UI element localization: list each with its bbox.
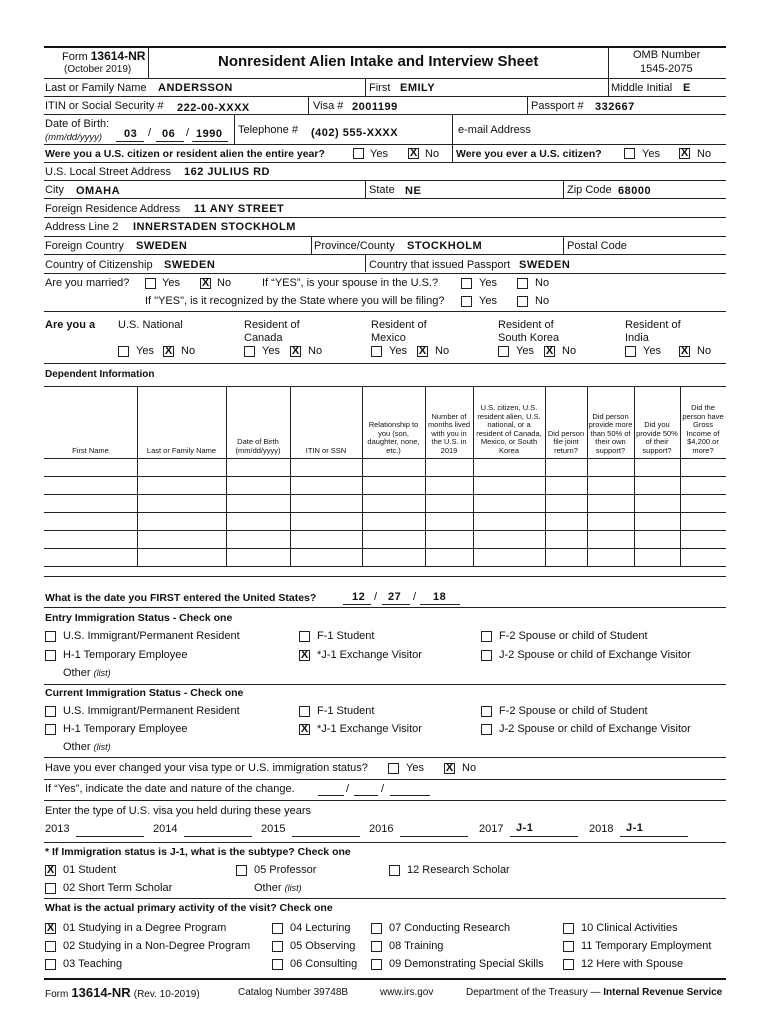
rule	[44, 607, 726, 608]
table-row	[44, 530, 726, 531]
rule	[44, 198, 726, 199]
rule	[44, 898, 726, 899]
rule	[44, 757, 726, 758]
activity-label: 12 Here with Spouse	[581, 958, 684, 970]
married-no-checkbox[interactable]: X	[201, 277, 210, 289]
column-header: Relationship to you (son, daughter, none, etc.)	[367, 420, 420, 455]
no-label: No	[697, 148, 712, 160]
no-label: No	[535, 277, 550, 289]
address-line2-value[interactable]: INNERSTADEN STOCKHOLM	[133, 221, 296, 233]
activity-label: 11 Temporary Employment	[581, 940, 712, 952]
activity-question: What is the actual primary activity of the visit? Check one	[45, 902, 333, 914]
current-h1-label: H-1 Temporary Employee	[63, 723, 188, 735]
j1-short-term-label: 02 Short Term Scholar	[63, 882, 173, 894]
changed-no-checkbox[interactable]: X	[445, 762, 454, 774]
current-j2-label: J-2 Spouse or child of Exchange Visitor	[499, 723, 691, 735]
no-label: No	[535, 295, 550, 307]
province-value[interactable]: STOCKHOLM	[407, 240, 483, 252]
slash: /	[186, 127, 190, 139]
footer-site[interactable]: www.irs.gov	[380, 987, 434, 998]
activity-label: 06 Consulting	[290, 958, 358, 970]
column-header: Number of months lived with you in the U.S. in 2019	[427, 411, 471, 455]
entry-f1-label: F-1 Student	[317, 630, 375, 642]
activity-checkbox[interactable]	[371, 941, 382, 952]
footer-form-id: Form 13614-NR (Rev. 10-2019)	[45, 985, 200, 1000]
visa-years-question: Enter the type of U.S. visa you held during these years	[45, 805, 311, 817]
year-visa-line	[292, 836, 360, 837]
divider	[452, 114, 453, 144]
entry-f2-checkbox[interactable]	[481, 631, 492, 642]
no-label: No	[425, 148, 440, 160]
activity-label: 01 Studying in a Degree Program	[63, 922, 227, 934]
table-row	[44, 548, 726, 549]
citizenship-label: Country of Citizenship	[45, 259, 153, 271]
activity-label: 09 Demonstrating Special Skills	[389, 958, 544, 970]
slash: /	[374, 591, 378, 603]
form-date: (October 2019)	[64, 64, 132, 75]
last-name-label: Last or Family Name	[45, 82, 147, 94]
yes-label: Yes	[642, 148, 660, 160]
divider	[608, 46, 609, 78]
current-j1-label: *J-1 Exchange Visitor	[317, 723, 422, 735]
rule	[44, 842, 726, 843]
entry-f1-checkbox[interactable]	[299, 631, 310, 642]
rule	[44, 386, 726, 387]
table-rule	[44, 458, 726, 459]
current-j1-checkbox[interactable]: X	[300, 723, 309, 735]
activity-checkbox[interactable]	[371, 959, 382, 970]
foreign-address-value[interactable]: 11 ANY STREET	[194, 203, 285, 215]
phone-label: Telephone #	[238, 124, 298, 136]
entry-j2-label: J-2 Spouse or child of Exchange Visitor	[499, 649, 691, 661]
entry-j1-label: *J-1 Exchange Visitor	[317, 649, 422, 661]
table-row	[44, 566, 726, 567]
current-status-title: Current Immigration Status - Check one	[45, 687, 244, 699]
year-visa-line	[400, 836, 468, 837]
passport-country-value[interactable]: SWEDEN	[519, 259, 571, 271]
changed-status-question: Have you ever changed your visa type or U.S. immigration status?	[45, 762, 368, 774]
zip-value[interactable]: 68000	[618, 185, 652, 197]
divider	[563, 236, 564, 254]
dob-label: Date of Birth:	[45, 118, 110, 130]
recognized-yes-checkbox[interactable]	[461, 296, 472, 307]
rule	[44, 779, 726, 780]
underline	[390, 795, 430, 796]
activity-checkbox[interactable]: X	[46, 922, 55, 934]
canada-no-checkbox[interactable]: X	[291, 345, 300, 357]
dob-month[interactable]: 03	[124, 128, 138, 140]
current-h1-checkbox[interactable]	[45, 724, 56, 735]
entry-other-label: Other (list)	[63, 667, 111, 679]
yes-label: Yes	[479, 295, 497, 307]
recognized-question: If "YES", is it recognized by the State where you will be filing?	[145, 295, 445, 307]
table-row	[44, 494, 726, 495]
visa-label: Visa #	[313, 100, 344, 112]
top-rule	[44, 46, 726, 48]
column-header: First Name	[72, 445, 109, 455]
table-row	[44, 476, 726, 477]
citizen-question: Were you a U.S. citizen or resident alien the entire year?	[45, 148, 325, 160]
foreign-country-label: Foreign Country	[45, 240, 124, 252]
rule	[44, 96, 726, 97]
year-visa-value[interactable]: J-1	[626, 822, 644, 834]
current-f1-label: F-1 Student	[317, 705, 375, 717]
are-you-a-label: Are you a	[45, 319, 96, 331]
dob-year[interactable]: 1990	[196, 128, 223, 140]
mexico-no-checkbox[interactable]: X	[418, 345, 427, 357]
year-label: 2018	[589, 823, 614, 835]
mexico-label: Resident of Mexico	[371, 319, 427, 344]
mexico-yes-checkbox[interactable]	[371, 346, 382, 357]
citizen-ever-question: Were you ever a U.S. citizen?	[456, 148, 602, 160]
rule	[44, 800, 726, 801]
activity-checkbox[interactable]	[371, 923, 382, 934]
yes-label: Yes	[406, 762, 424, 774]
rule	[44, 311, 726, 312]
canada-yes-checkbox[interactable]	[244, 346, 255, 357]
rule	[44, 236, 726, 237]
column-header: Date of Birth (mm/dd/yyyy)	[235, 437, 281, 455]
address-line2-label: Address Line 2	[45, 221, 119, 233]
dob-format: (mm/dd/yyyy)	[45, 132, 102, 143]
no-label: No	[217, 277, 232, 289]
omb-number: 1545-2075	[640, 63, 693, 75]
j1-research-label: 12 Research Scholar	[407, 864, 510, 876]
entry-day[interactable]: 27	[388, 591, 402, 603]
column-header: Did person provide more than 50% of their own support?	[588, 411, 633, 455]
yes-label: Yes	[262, 345, 280, 357]
yes-label: Yes	[136, 345, 154, 357]
entry-month[interactable]: 12	[352, 591, 366, 603]
activity-checkbox[interactable]	[563, 923, 574, 934]
married-yes-checkbox[interactable]	[145, 278, 156, 289]
year-label: 2017	[479, 823, 504, 835]
slash: /	[381, 783, 385, 795]
street-value[interactable]: 162 JULIUS RD	[184, 166, 270, 178]
ever-citizen-no-checkbox[interactable]: X	[680, 147, 689, 159]
activity-label: 07 Conducting Research	[389, 922, 511, 934]
divider	[527, 96, 528, 114]
footer-department: Department of the Treasury — Internal Revenue Service	[466, 987, 723, 998]
foreign-address-label: Foreign Residence Address	[45, 203, 181, 215]
no-label: No	[308, 345, 323, 357]
india-label: Resident of India	[625, 319, 681, 344]
state-label: State	[369, 184, 395, 196]
j1-research-checkbox[interactable]	[389, 865, 400, 876]
foreign-country-value[interactable]: SWEDEN	[136, 240, 188, 252]
slash: /	[346, 783, 350, 795]
entry-date-question: What is the date you FIRST entered the United States?	[45, 592, 317, 604]
dob-day[interactable]: 06	[162, 128, 176, 140]
activity-checkbox[interactable]	[272, 923, 283, 934]
ever-citizen-yes-checkbox[interactable]	[624, 148, 635, 159]
street-label: U.S. Local Street Address	[45, 166, 171, 178]
rule	[44, 684, 726, 685]
india-yes-checkbox[interactable]	[625, 346, 636, 357]
rule	[44, 273, 726, 274]
slash: /	[413, 591, 417, 603]
j1-other-label: Other (list)	[254, 882, 302, 894]
current-f2-checkbox[interactable]	[481, 706, 492, 717]
canada-label: Resident of Canada	[244, 319, 300, 344]
entry-j1-checkbox[interactable]: X	[300, 649, 309, 661]
table-rule	[44, 576, 726, 577]
column-header: ITIN or SSN	[305, 445, 347, 455]
underline	[192, 141, 228, 142]
divider	[148, 46, 149, 78]
us-national-no-checkbox[interactable]: X	[164, 345, 173, 357]
year-label: 2014	[153, 823, 178, 835]
divider	[365, 180, 366, 198]
rule	[44, 254, 726, 255]
divider	[311, 236, 312, 254]
first-name-label: First	[369, 82, 391, 94]
j1-professor-label: 05 Professor	[254, 864, 317, 876]
itin-value[interactable]: 222-00-XXXX	[177, 102, 250, 114]
first-name-value[interactable]: EMILY	[400, 82, 436, 94]
recognized-no-checkbox[interactable]	[517, 296, 528, 307]
slash: /	[148, 127, 152, 139]
j1-professor-checkbox[interactable]	[236, 865, 247, 876]
activity-label: 10 Clinical Activities	[581, 922, 678, 934]
visa-value[interactable]: 2001199	[352, 101, 398, 113]
year-visa-line	[76, 836, 144, 837]
divider	[563, 180, 564, 198]
email-label: e-mail Address	[458, 124, 531, 136]
us-national-yes-checkbox[interactable]	[118, 346, 129, 357]
year-visa-line	[620, 836, 688, 837]
year-visa-value[interactable]: J-1	[516, 822, 534, 834]
yes-label: Yes	[516, 345, 534, 357]
column-header: U.S. citizen, U.S. resident alien, U.S. national, or a resident of Canada, Mexico, or South Korea	[476, 403, 542, 455]
activity-label: 08 Training	[389, 940, 444, 952]
current-j2-checkbox[interactable]	[481, 724, 492, 735]
year-label: 2015	[261, 823, 286, 835]
rule	[44, 78, 726, 79]
underline	[420, 604, 460, 605]
current-perm-checkbox[interactable]	[45, 706, 56, 717]
no-label: No	[562, 345, 577, 357]
no-label: No	[181, 345, 196, 357]
spouse-yes-checkbox[interactable]	[461, 278, 472, 289]
change-date-question: If “Yes”, indicate the date and nature of the change.	[45, 783, 295, 795]
divider	[234, 114, 235, 144]
year-label: 2013	[45, 823, 70, 835]
underline	[354, 795, 378, 796]
no-label: No	[435, 345, 450, 357]
year-visa-line	[510, 836, 578, 837]
year-label: 2016	[369, 823, 394, 835]
yes-label: Yes	[643, 345, 661, 357]
entry-status-title: Entry Immigration Status - Check one	[45, 612, 233, 624]
current-f1-checkbox[interactable]	[299, 706, 310, 717]
rule	[44, 363, 726, 364]
yes-label: Yes	[389, 345, 407, 357]
divider	[308, 96, 309, 114]
underline	[343, 604, 371, 605]
rule	[44, 144, 726, 145]
activity-checkbox[interactable]	[45, 941, 56, 952]
column-header: Last or Family Name	[146, 445, 217, 455]
korea-yes-checkbox[interactable]	[498, 346, 509, 357]
phone-value[interactable]: (402) 555-XXXX	[311, 127, 399, 139]
table-row	[44, 512, 726, 513]
state-value[interactable]: NE	[405, 185, 422, 197]
entry-j2-checkbox[interactable]	[481, 650, 492, 661]
postal-label: Postal Code	[567, 240, 627, 252]
yes-label: Yes	[162, 277, 180, 289]
activity-label: 05 Observing	[290, 940, 356, 952]
entry-f2-label: F-2 Spouse or child of Student	[499, 630, 648, 642]
middle-initial-value[interactable]: E	[683, 82, 691, 94]
underline	[382, 604, 410, 605]
bottom-rule	[44, 978, 726, 980]
form-id: Form 13614-NR	[62, 49, 146, 63]
underline	[156, 141, 184, 142]
activity-label: 04 Lecturing	[290, 922, 351, 934]
column-header: Did you provide 50% of their support?	[636, 420, 678, 455]
entry-perm-checkbox[interactable]	[45, 631, 56, 642]
activity-label: 03 Teaching	[63, 958, 123, 970]
yes-label: Yes	[479, 277, 497, 289]
activity-checkbox[interactable]	[563, 959, 574, 970]
rule	[44, 180, 726, 181]
activity-label: 02 Studying in a Non-Degree Program	[63, 940, 251, 952]
j1-student-label: 01 Student	[63, 864, 117, 876]
divider	[608, 78, 609, 96]
passport-value[interactable]: 332667	[595, 101, 635, 113]
passport-country-label: Country that issued Passport	[369, 259, 511, 271]
activity-checkbox[interactable]	[45, 959, 56, 970]
changed-yes-checkbox[interactable]	[388, 763, 399, 774]
entry-h1-checkbox[interactable]	[45, 650, 56, 661]
last-name-value[interactable]: ANDERSSON	[158, 82, 233, 94]
yes-label: Yes	[370, 148, 388, 160]
rule	[44, 162, 726, 163]
spouse-question: If “YES”, is your spouse in the U.S.?	[262, 277, 439, 289]
divider	[365, 78, 366, 96]
column-header: Did person file joint return?	[547, 428, 585, 455]
citizen-no-checkbox[interactable]: X	[409, 147, 418, 159]
divider	[365, 254, 366, 272]
current-other-label: Other (list)	[63, 741, 111, 753]
itin-label: ITIN or Social Security #	[45, 100, 164, 112]
j1-short-term-checkbox[interactable]	[45, 883, 56, 894]
entry-year[interactable]: 18	[433, 591, 447, 603]
divider	[452, 144, 453, 162]
zip-label: Zip Code	[567, 184, 612, 196]
province-label: Province/County	[314, 240, 395, 252]
underline	[116, 141, 144, 142]
footer-catalog: Catalog Number 39748B	[238, 987, 349, 998]
rule	[44, 114, 726, 115]
married-question: Are you married?	[45, 277, 130, 289]
dependent-title: Dependent Information	[45, 369, 155, 380]
column-header: Did the person have Gross Income of $4,200 or more?	[682, 403, 724, 455]
entry-h1-label: H-1 Temporary Employee	[63, 649, 188, 661]
city-value[interactable]: OMAHA	[76, 185, 121, 197]
us-national-label: U.S. National	[118, 319, 183, 331]
no-label: No	[462, 762, 477, 774]
activity-checkbox[interactable]	[272, 959, 283, 970]
activity-checkbox[interactable]	[563, 941, 574, 952]
city-label: City	[45, 184, 64, 196]
passport-label: Passport #	[531, 100, 584, 112]
no-label: No	[697, 345, 712, 357]
current-f2-label: F-2 Spouse or child of Student	[499, 705, 648, 717]
middle-initial-label: Middle Initial	[611, 82, 673, 94]
south-korea-label: Resident of South Korea	[498, 319, 560, 344]
omb-label: OMB Number	[633, 49, 701, 61]
spouse-no-checkbox[interactable]	[517, 278, 528, 289]
year-visa-line	[184, 836, 252, 837]
rule	[44, 217, 726, 218]
current-perm-label: U.S. Immigrant/Permanent Resident	[63, 705, 240, 717]
india-no-checkbox[interactable]: X	[680, 345, 689, 357]
underline	[318, 795, 344, 796]
form-title: Nonresident Alien Intake and Interview Sheet	[218, 53, 539, 70]
j1-subtype-question: * If Immigration status is J-1, what is the subtype? Check one	[45, 846, 351, 858]
citizen-yes-checkbox[interactable]	[353, 148, 364, 159]
entry-perm-label: U.S. Immigrant/Permanent Resident	[63, 630, 240, 642]
activity-checkbox[interactable]	[272, 941, 283, 952]
citizenship-value[interactable]: SWEDEN	[164, 259, 216, 271]
j1-student-checkbox[interactable]: X	[46, 864, 55, 876]
korea-no-checkbox[interactable]: X	[545, 345, 554, 357]
